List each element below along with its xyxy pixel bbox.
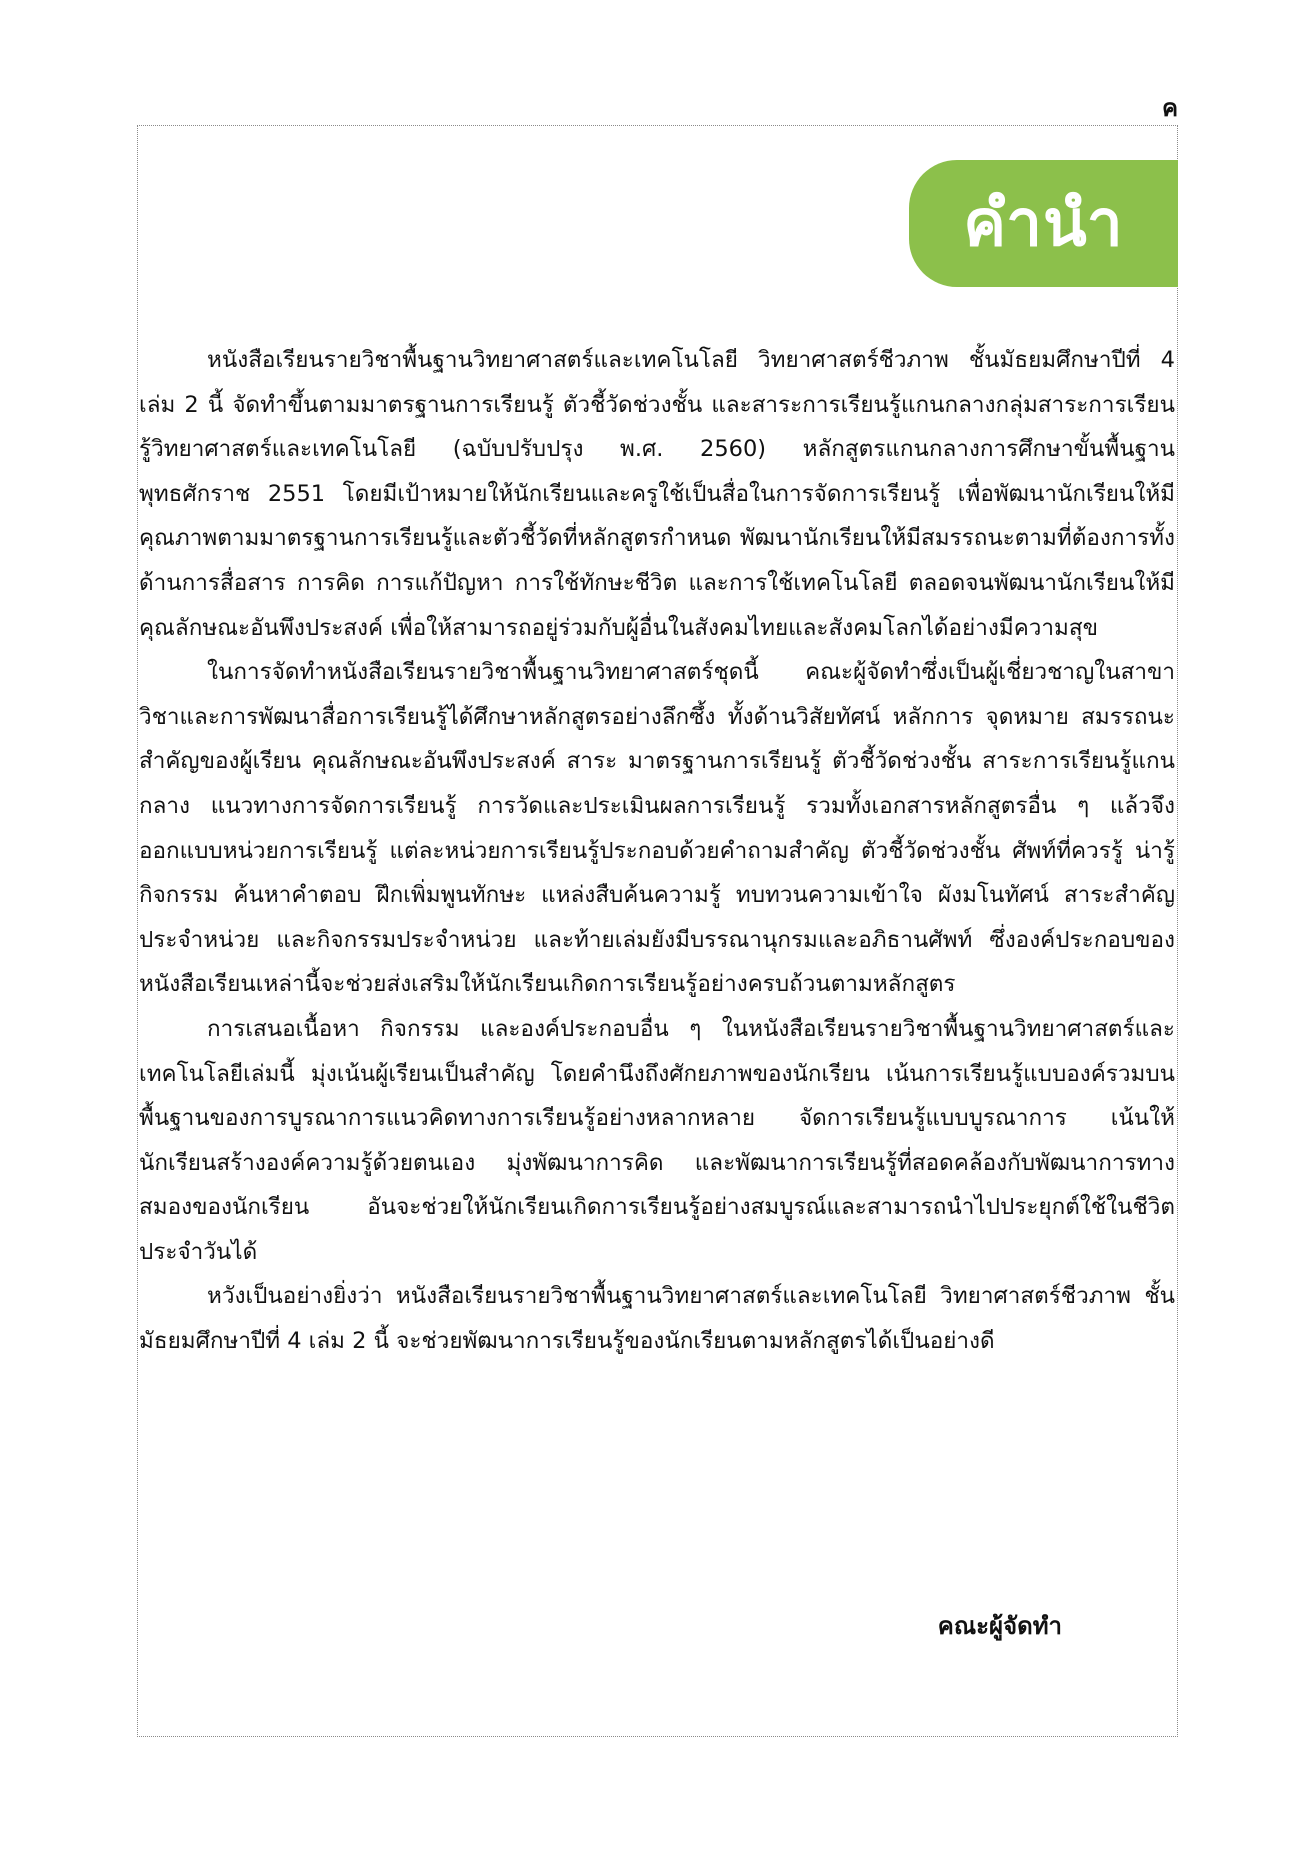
signature: คณะผู้จัดทำ xyxy=(937,1612,1062,1640)
preface-body xyxy=(139,338,1175,1364)
preface-paragraph-4: หวังเป็นอย่างยิ่งว่า หนังสือเรียนรายวิชาพื้นฐานวิทยาศาสตร์และเทคโนโลยี วิทยาศาสตร์ชีวภาพ ชั้นมัธยมศึกษาปีที่ 4 เล่ม 2 นี้ จะช่วยพัฒนาการเรียนรู้ของนักเรียนตามหลักสูตรได้เป็นอย่างดี xyxy=(139,1283,1175,1355)
preface-paragraph-1: หนังสือเรียนรายวิชาพื้นฐานวิทยาศาสตร์และเทคโนโลยี วิทยาศาสตร์ชีวภาพ ชั้นมัธยมศึกษาปีที่ 4 เล่ม 2 นี้ จัดทำขึ้นตามมาตรฐานการเรียนรู้ ตัวชี้วัดช่วงชั้น และสาระการเรียนรู้แกนกลางกลุ่มสาระการเรียนรู้วิทยาศาสตร์และเทคโนโลยี (ฉบับปรับปรุง พ.ศ. 2560) หลักสูตรแกนกลางการศึกษาขั้นพื้นฐาน พุทธศักราช 2551 โดยมีเป้าหมายให้นักเรียนและครูใช้เป็นสื่อในการจัดการเรียนรู้ เพื่อพัฒนานักเรียนให้มีคุณภาพตามมาตรฐานการเรียนรู้และตัวชี้วัดที่หลักสูตรกำหนด พัฒนานักเรียนให้มีสมรรถนะตามที่ต้องการทั้งด้านการสื่อสาร การคิด การแก้ปัญหา การใช้ทักษะชีวิต และการใช้เทคโนโลยี ตลอดจนพัฒนานักเรียนให้มีคุณลักษณะอันพึงประสงค์ เพื่อให้สามารถอยู่ร่วมกับผู้อื่นในสังคมไทยและสังคมโลกได้อย่างมีความสุข xyxy=(139,347,1175,641)
page-title: คำนำ xyxy=(963,186,1124,261)
preface-paragraph-3: การเสนอเนื้อหา กิจกรรม และองค์ประกอบอื่น ๆ ในหนังสือเรียนรายวิชาพื้นฐานวิทยาศาสตร์และเทคโนโลยีเล่มนี้ มุ่งเน้นผู้เรียนเป็นสำคัญ โดยคำนึงถึงศักยภาพของนักเรียน เน้นการเรียนรู้แบบองค์รวมบนพื้นฐานของการบูรณาการแนวคิดทางการเรียนรู้อย่างหลากหลาย จัดการเรียนรู้แบบบูรณาการ เน้นให้นักเรียนสร้างองค์ความรู้ด้วยตนเอง มุ่งพัฒนาการคิด และพัฒนาการเรียนรู้ที่สอดคล้องกับพัฒนาการทางสมองของนักเรียน อันจะช่วยให้นักเรียนเกิดการเรียนรู้อย่างสมบูรณ์และสามารถนำไปประยุกต์ใช้ในชีวิตประจำวันได้ xyxy=(139,1015,1175,1265)
preface-paragraph-2: ในการจัดทำหนังสือเรียนรายวิชาพื้นฐานวิทยาศาสตร์ชุดนี้ คณะผู้จัดทำซึ่งเป็นผู้เชี่ยวชาญในสาขาวิชาและการพัฒนาสื่อการเรียนรู้ได้ศึกษาหลักสูตรอย่างลึกซึ้ง ทั้งด้านวิสัยทัศน์ หลักการ จุดหมาย สมรรถนะสำคัญของผู้เรียน คุณลักษณะอันพึงประสงค์ สาระ มาตรฐานการเรียนรู้ ตัวชี้วัดช่วงชั้น สาระการเรียนรู้แกนกลาง แนวทางการจัดการเรียนรู้ การวัดและประเมินผลการเรียนรู้ รวมทั้งเอกสารหลักสูตรอื่น ๆ แล้วจึงออกแบบหน่วยการเรียนรู้ แต่ละหน่วยการเรียนรู้ประกอบด้วยคำถามสำคัญ ตัวชี้วัดช่วงชั้น ศัพท์ที่ควรรู้ น่ารู้ กิจกรรม ค้นหาคำตอบ ฝึกเพิ่มพูนทักษะ แหล่งสืบค้นความรู้ ทบทวนความเข้าใจ ผังมโนทัศน์ สาระสำคัญประจำหน่วย และกิจกรรมประจำหน่วย และท้ายเล่มยังมีบรรณานุกรมและอภิธานศัพท์ ซึ่งองค์ประกอบของหนังสือเรียนเหล่านี้จะช่วยส่งเสริมให้นักเรียนเกิดการเรียนรู้อย่างครบถ้วนตามหลักสูตร xyxy=(139,659,1175,998)
page-letter: ค xyxy=(1161,94,1178,122)
heading-banner xyxy=(909,160,1178,287)
